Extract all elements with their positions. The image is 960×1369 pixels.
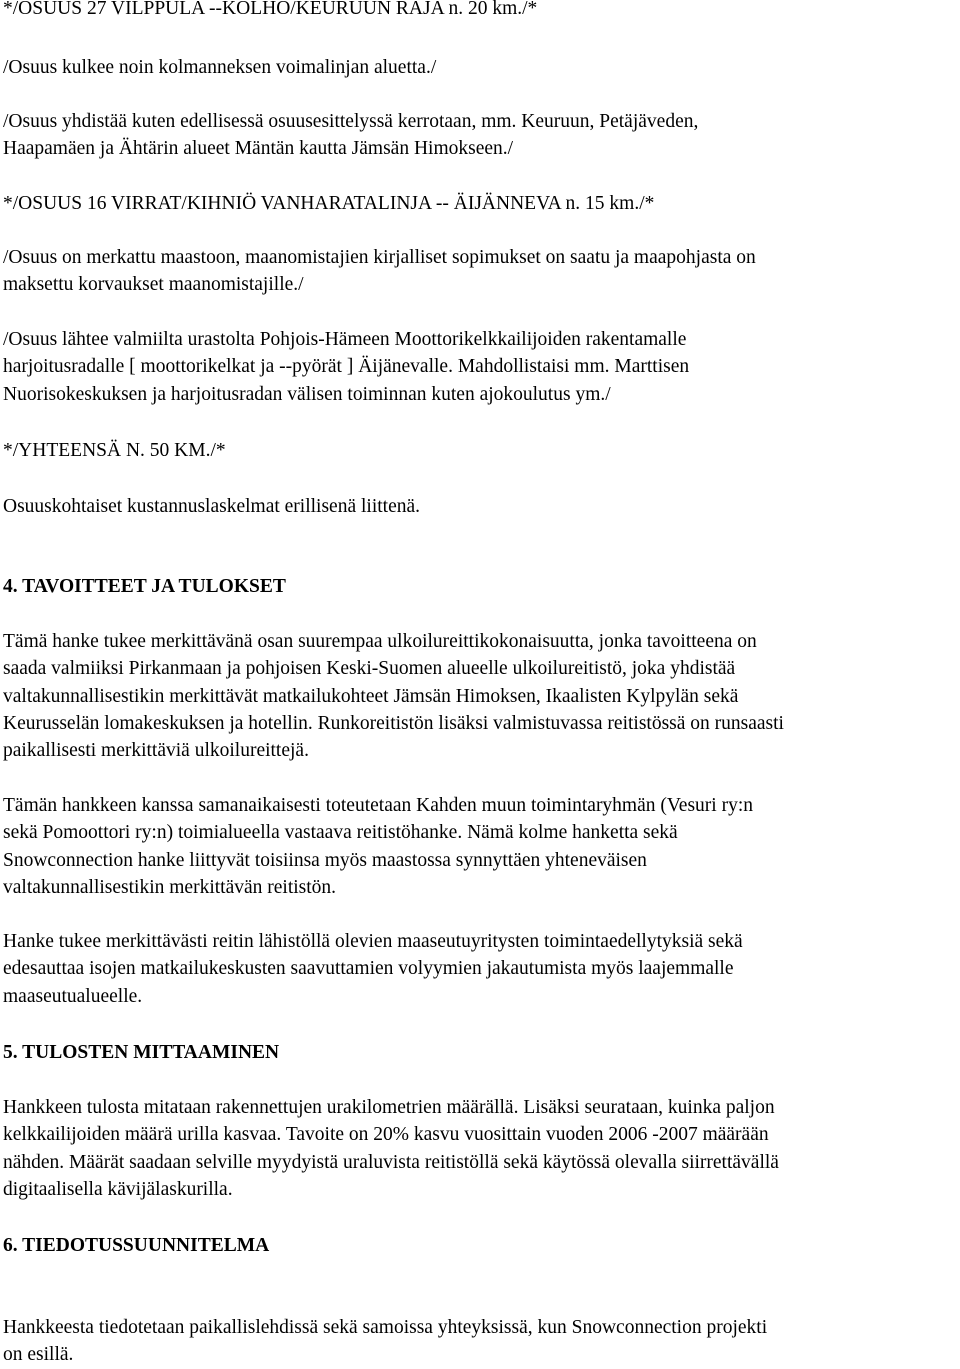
text-line: maaseutualueelle. (3, 985, 143, 1007)
text-line: Snowconnection hanke liittyvät toisiinsa myös maastossa synnyttäen yhteneväisen (3, 849, 647, 871)
paragraph-5-1 (3, 1094, 955, 1203)
text-line: digitaalisella kävijälaskurilla. (3, 1178, 233, 1200)
text-line: Haapamäen ja Ähtärin alueet Mäntän kautta Jämsän Himokseen./ (3, 138, 514, 160)
total-distance (3, 437, 955, 464)
paragraph-4-1 (3, 628, 955, 764)
paragraph-6-1 (3, 1314, 955, 1369)
text-line: Hankkeesta tiedotetaan paikallislehdissä sekä samoissa yhteyksissä, kun Snowconnection projekti (3, 1317, 768, 1338)
text-line: paikallisesti merkittäviä ulkoilureittejä. (3, 740, 309, 762)
section-heading-4 (3, 573, 955, 600)
osuus-16-note-2 (3, 326, 955, 408)
text-line: /Osuus yhdistää kuten edellisessä osuusesittelyssä kerrotaan, mm. Keuruun, Petäjäveden, (3, 111, 699, 132)
text-line: saada valmiiksi Pirkanmaan ja pohjoisen Keski-Suomen alueelle ulkoilureitistö, joka yhdistää (3, 658, 736, 680)
osuus-27-note-1 (3, 54, 955, 81)
text-line: Tämän hankkeen kanssa samanaikaisesti toteutetaan Kahden muun toimintaryhmän (Vesuri ry:n (3, 795, 753, 816)
paragraph-4-3 (3, 928, 955, 1010)
osuus-27-title (3, 0, 955, 22)
osuus-16-title (3, 190, 955, 217)
text-line: harjoitusradalle [ moottorikelkat ja --pyörät ] Äijänevalle. Mahdollistaisi mm. Marttisen (3, 356, 690, 378)
heading-text: 4. TAVOITTEET JA TULOKSET (3, 576, 286, 597)
costs-note (3, 493, 955, 520)
section-heading-6 (3, 1232, 955, 1259)
text-line: Hanke tukee merkittävästi reitin lähistöllä olevien maaseutuyritysten toimintaedellytyksiä sekä (3, 931, 743, 952)
text-line: */OSUUS 16 VIRRAT/KIHNIÖ VANHARATALINJA -- ÄIJÄNNEVA n. 15 km./* (3, 193, 655, 214)
text-line: /Osuus on merkattu maastoon, maanomistajien kirjalliset sopimukset on saatu ja maapohjasta on (3, 247, 756, 268)
text-line: maksettu korvaukset maanomistajille./ (3, 274, 304, 296)
text-line: kelkkailijoiden määrä urilla kasvaa. Tavoite on 20% kasvu vuosittain vuoden 2006 -2007 määrään (3, 1124, 769, 1146)
osuus-27-note-2 (3, 108, 955, 163)
text-line: valtakunnallisestikin merkittävän reitistön. (3, 876, 337, 898)
text-line: */YHTEENSÄ N. 50 KM./* (3, 440, 226, 461)
text-line: Nuorisokeskuksen ja harjoitusradan välisen toiminnan kuten ajokoulutus ym./ (3, 383, 611, 405)
osuus-16-note-1 (3, 244, 955, 299)
text-line: Keurusselän lomakeskuksen ja hotellin. Runkoreitistön lisäksi valmistuvassa reitistössä on runsaasti (3, 712, 784, 734)
text-line: */OSUUS 27 VILPPULA --KOLHO/KEURUUN RAJA n. 20 km./* (3, 0, 538, 19)
heading-text: 5. TULOSTEN MITTAAMINEN (3, 1042, 280, 1063)
text-line: sekä Pomoottori ry:n) toimialueella vastaava reitistöhanke. Nämä kolme hanketta sekä (3, 822, 678, 844)
text-line: Tämä hanke tukee merkittävänä osan suurempaa ulkoilureittikokonaisuutta, jonka tavoitteena on (3, 631, 757, 652)
text-line: on esillä. (3, 1344, 74, 1366)
heading-text: 6. TIEDOTUSSUUNNITELMA (3, 1235, 270, 1256)
text-line: valtakunnallisestikin merkittävät matkailukohteet Jämsän Himoksen, Ikaalisten Kylpylän sekä (3, 685, 739, 707)
text-line: /Osuus kulkee noin kolmanneksen voimalinjan aluetta./ (3, 57, 437, 78)
paragraph-4-2 (3, 792, 955, 901)
text-line: Osuuskohtaiset kustannuslaskelmat erillisenä liittenä. (3, 496, 421, 517)
text-line: edesauttaa isojen matkailukeskusten saavuttamien volyymien jakautumista myös laajemmalle (3, 958, 734, 980)
section-heading-5 (3, 1039, 955, 1066)
text-line: Hankkeen tulosta mitataan rakennettujen urakilometrien määrällä. Lisäksi seurataan, kuinka paljon (3, 1097, 775, 1118)
text-line: /Osuus lähtee valmiilta urastolta Pohjois-Hämeen Moottorikelkkailijoiden rakentamalle (3, 329, 687, 350)
text-line: nähden. Määrät saadaan selville myydyistä uraluvista reitistöllä sekä käytössä olevalla siirrettävällä (3, 1151, 779, 1173)
